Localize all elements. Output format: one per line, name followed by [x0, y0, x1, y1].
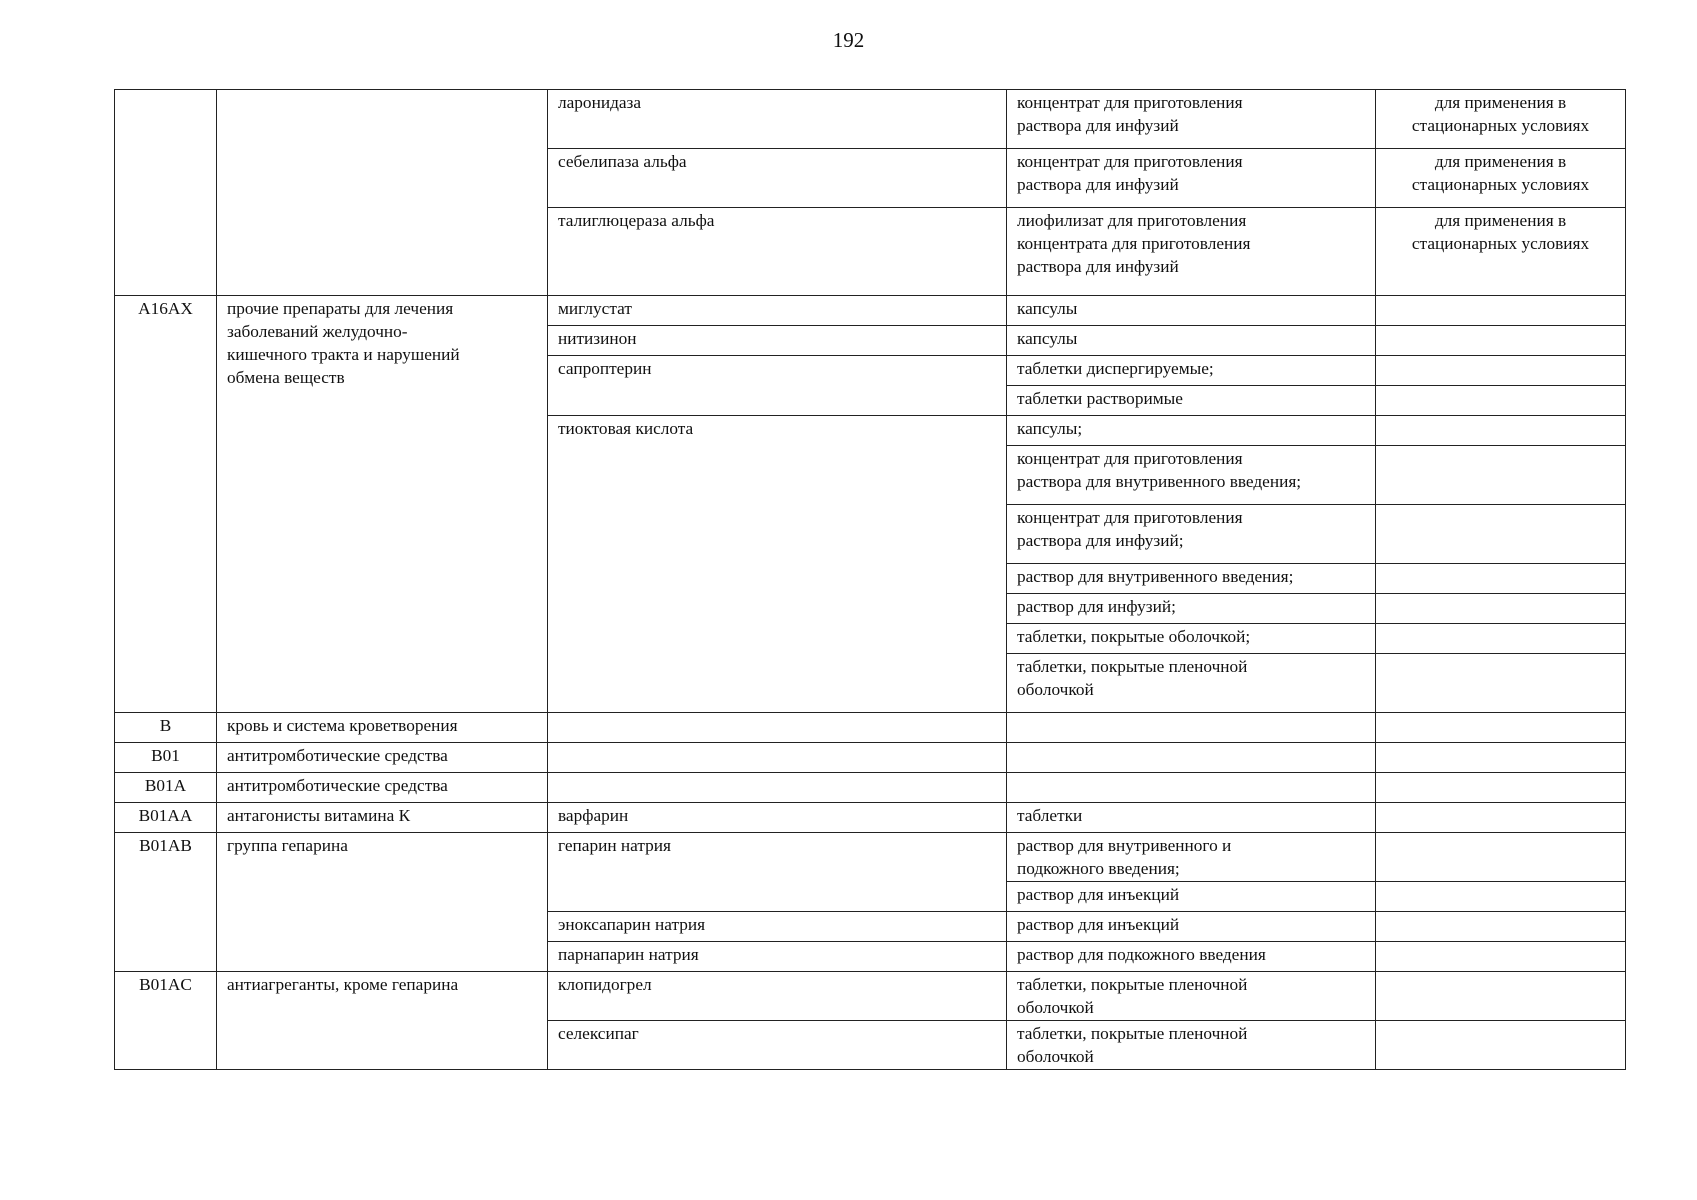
usage-condition — [1376, 416, 1626, 446]
dosage-form — [1007, 386, 1376, 416]
dosage-form-line: раствора для инфузий; — [1017, 531, 1184, 550]
dosage-form — [1007, 942, 1376, 972]
usage-condition — [1376, 803, 1626, 833]
atc-code — [115, 90, 217, 296]
group-description — [217, 90, 548, 296]
table-row — [115, 833, 1626, 882]
dosage-form-line: концентрат для приготовления — [1017, 152, 1243, 171]
dosage-form-line: капсулы — [1017, 299, 1078, 318]
usage-condition-line: стационарных условиях — [1411, 175, 1590, 194]
group-description — [217, 833, 548, 972]
dosage-form — [1007, 833, 1376, 882]
atc-code: B01AB — [115, 833, 217, 972]
dosage-form-line: раствор для инъекций — [1017, 915, 1180, 934]
drug-name: селексипаг — [548, 1021, 1007, 1070]
group-description-line: антагонисты витамина К — [227, 806, 411, 825]
dosage-form-line: таблетки диспергируемые; — [1017, 359, 1214, 378]
dosage-form-line: таблетки, покрытые пленочной — [1017, 975, 1248, 994]
dosage-form-line: таблетки — [1017, 806, 1083, 825]
drug-name: парнапарин натрия — [548, 942, 1007, 972]
dosage-form — [1007, 90, 1376, 149]
usage-condition — [1376, 90, 1626, 149]
dosage-form-line: таблетки, покрытые пленочной — [1017, 1024, 1248, 1043]
usage-condition — [1376, 296, 1626, 326]
dosage-form — [1007, 912, 1376, 942]
drug-name: гепарин натрия — [548, 833, 1007, 912]
usage-condition — [1376, 624, 1626, 654]
usage-condition — [1376, 912, 1626, 942]
dosage-form-line: оболочкой — [1017, 1047, 1094, 1066]
table-row — [115, 743, 1626, 773]
usage-condition — [1376, 833, 1626, 882]
drug-name: себелипаза альфа — [548, 149, 1007, 208]
usage-condition — [1376, 654, 1626, 713]
usage-condition — [1376, 1021, 1626, 1070]
table-row — [115, 972, 1626, 1021]
usage-condition-line: стационарных условиях — [1411, 234, 1590, 253]
atc-code: B01AA — [115, 803, 217, 833]
drug-name: сапроптерин — [548, 356, 1007, 416]
usage-condition — [1376, 972, 1626, 1021]
table-row — [115, 773, 1626, 803]
dosage-form-line: таблетки, покрытые пленочной — [1017, 657, 1248, 676]
group-description-line: прочие препараты для лечения — [227, 299, 454, 318]
dosage-form — [1007, 803, 1376, 833]
group-description-line: антитромботические средства — [227, 746, 448, 765]
dosage-form-line: раствор для внутривенного и — [1017, 836, 1232, 855]
dosage-form — [1007, 326, 1376, 356]
dosage-form-line: концентрат для приготовления — [1017, 508, 1243, 527]
dosage-form — [1007, 446, 1376, 505]
dosage-form — [1007, 882, 1376, 912]
empty-cell — [1007, 773, 1376, 803]
group-description-line: заболеваний желудочно- — [227, 322, 408, 341]
usage-condition — [1376, 326, 1626, 356]
drug-name: варфарин — [548, 803, 1007, 833]
table-row — [115, 713, 1626, 743]
group-description — [217, 713, 548, 743]
usage-condition — [1376, 386, 1626, 416]
usage-condition-line: стационарных условиях — [1411, 116, 1590, 135]
empty-cell — [1376, 713, 1626, 743]
dosage-form — [1007, 972, 1376, 1021]
dosage-form — [1007, 624, 1376, 654]
group-description — [217, 773, 548, 803]
dosage-form-line: концентрата для приготовления — [1017, 234, 1251, 253]
group-description-line: группа гепарина — [227, 836, 348, 855]
atc-code: B01 — [115, 743, 217, 773]
drug-name: миглустат — [548, 296, 1007, 326]
dosage-form — [1007, 564, 1376, 594]
drug-name: ларонидаза — [548, 90, 1007, 149]
dosage-form-line: таблетки, покрытые оболочкой; — [1017, 627, 1251, 646]
empty-cell — [548, 743, 1007, 773]
table-row — [115, 803, 1626, 833]
dosage-form — [1007, 208, 1376, 296]
dosage-form — [1007, 296, 1376, 326]
dosage-form-line: раствора для инфузий — [1017, 175, 1179, 194]
usage-condition — [1376, 564, 1626, 594]
usage-condition — [1376, 594, 1626, 624]
drug-list-body — [115, 90, 1626, 1070]
dosage-form-line: подкожного введения; — [1017, 859, 1180, 878]
drug-name: талиглюцераза альфа — [548, 208, 1007, 296]
dosage-form — [1007, 654, 1376, 713]
group-description — [217, 296, 548, 713]
table-row — [115, 90, 1626, 149]
usage-condition — [1376, 882, 1626, 912]
dosage-form — [1007, 505, 1376, 564]
dosage-form — [1007, 1021, 1376, 1070]
dosage-form-line: лиофилизат для приготовления — [1017, 211, 1247, 230]
atc-code: B01AC — [115, 972, 217, 1070]
dosage-form-line: раствора для инфузий — [1017, 257, 1179, 276]
dosage-form-line: капсулы; — [1017, 419, 1083, 438]
drug-name: эноксапарин натрия — [548, 912, 1007, 942]
dosage-form — [1007, 149, 1376, 208]
drug-name: тиоктовая кислота — [548, 416, 1007, 713]
empty-cell — [1007, 713, 1376, 743]
page-number: 192 — [832, 28, 865, 52]
group-description-line: кишечного тракта и нарушений — [227, 345, 460, 364]
usage-condition — [1376, 208, 1626, 296]
dosage-form-line: капсулы — [1017, 329, 1078, 348]
dosage-form-line: оболочкой — [1017, 680, 1094, 699]
table-row — [115, 296, 1626, 326]
empty-cell — [1376, 743, 1626, 773]
group-description-line: антиагреганты, кроме гепарина — [227, 975, 459, 994]
empty-cell — [548, 773, 1007, 803]
usage-condition — [1376, 942, 1626, 972]
empty-cell — [1376, 773, 1626, 803]
group-description — [217, 803, 548, 833]
usage-condition — [1376, 356, 1626, 386]
drug-name: клопидогрел — [548, 972, 1007, 1021]
dosage-form-line: раствор для внутривенного введения; — [1017, 567, 1294, 586]
dosage-form — [1007, 416, 1376, 446]
dosage-form-line: раствор для инъекций — [1017, 885, 1180, 904]
dosage-form-line: раствора для внутривенного введения; — [1017, 472, 1302, 491]
group-description — [217, 972, 548, 1070]
empty-cell — [1007, 743, 1376, 773]
drug-list-table — [114, 89, 1626, 1070]
usage-condition — [1376, 446, 1626, 505]
atc-code: A16AX — [115, 296, 217, 713]
dosage-form-line: раствора для инфузий — [1017, 116, 1179, 135]
dosage-form-line: таблетки растворимые — [1017, 389, 1183, 408]
dosage-form-line: раствор для инфузий; — [1017, 597, 1176, 616]
usage-condition — [1376, 149, 1626, 208]
drug-name: нитизинон — [548, 326, 1007, 356]
usage-condition-line: для применения в — [1434, 152, 1567, 171]
atc-code: B01A — [115, 773, 217, 803]
usage-condition — [1376, 505, 1626, 564]
atc-code: B — [115, 713, 217, 743]
usage-condition-line: для применения в — [1434, 211, 1567, 230]
group-description-line: антитромботические средства — [227, 776, 448, 795]
dosage-form — [1007, 594, 1376, 624]
usage-condition-line: для применения в — [1434, 93, 1567, 112]
group-description-line: кровь и система кроветворения — [227, 716, 458, 735]
group-description — [217, 743, 548, 773]
dosage-form-line: концентрат для приготовления — [1017, 93, 1243, 112]
empty-cell — [548, 713, 1007, 743]
group-description-line: обмена веществ — [227, 368, 345, 387]
dosage-form-line: раствор для подкожного введения — [1017, 945, 1266, 964]
dosage-form-line: оболочкой — [1017, 998, 1094, 1017]
dosage-form — [1007, 356, 1376, 386]
dosage-form-line: концентрат для приготовления — [1017, 449, 1243, 468]
